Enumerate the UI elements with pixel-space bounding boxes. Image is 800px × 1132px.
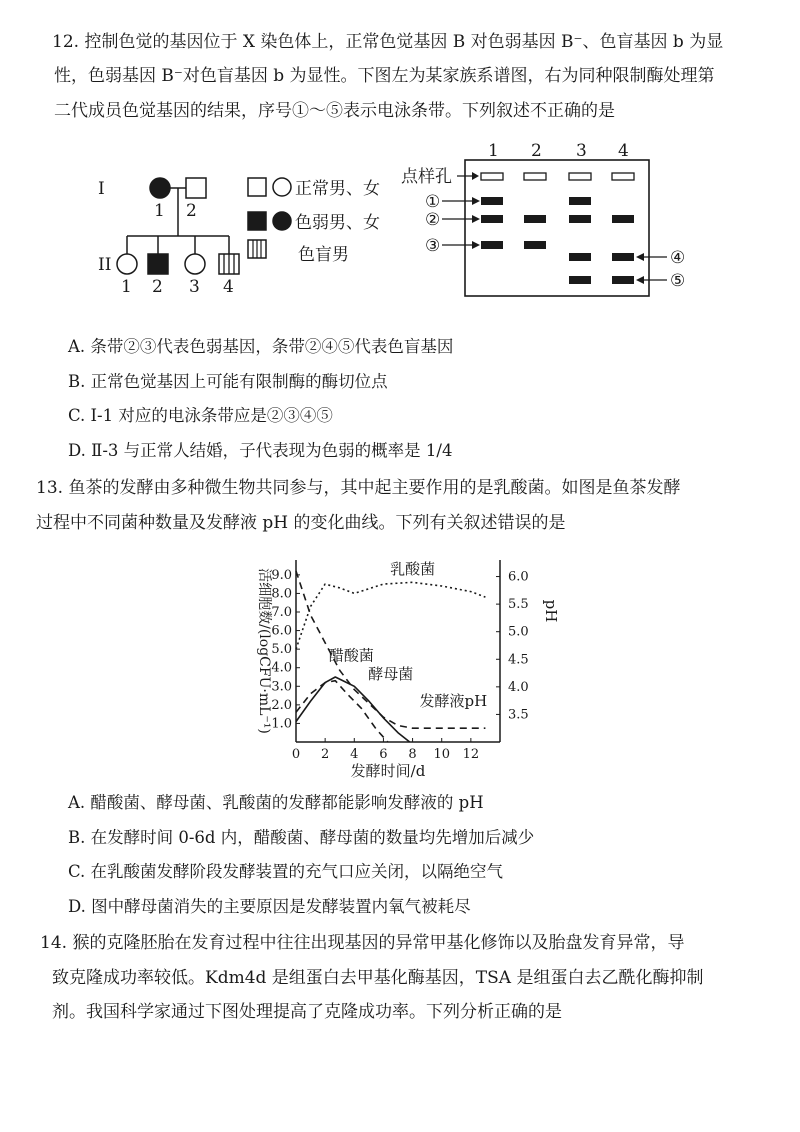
band-lane3-row5 xyxy=(569,276,591,284)
q12-line-1: 12. 控制色觉的基因位于 X 染色体上，正常色觉基因 B 对色弱基因 B⁻、色盲基因 b 为显 xyxy=(52,32,724,52)
svg-text:2: 2 xyxy=(152,277,163,297)
y-tick-label: 3.0 xyxy=(271,679,292,695)
band-lane1-row2 xyxy=(481,215,503,223)
y-right-tick-label: 4.0 xyxy=(508,679,529,695)
band-lane4-row5 xyxy=(612,276,634,284)
q13-option-d[interactable]: D. 图中酵母菌消失的主要原因是发酵装置内氧气被耗尽 xyxy=(68,897,471,916)
band-label-5: ⑤ xyxy=(670,271,686,291)
y-right-tick-label: 5.5 xyxy=(508,597,529,613)
svg-text:3: 3 xyxy=(189,277,200,297)
series-label: 酵母菌 xyxy=(368,664,414,683)
gel-lane-1: 1 xyxy=(488,141,499,161)
q14-line-2: 致克隆成功率较低。Kdm4d 是组蛋白去甲基化酶基因，TSA 是组蛋白去乙酰化酶抑制 xyxy=(52,968,704,988)
legend-normal-female-icon xyxy=(273,178,291,196)
y-tick-label: 2.0 xyxy=(271,697,292,713)
q12-option-c[interactable]: C. Ⅰ-1 对应的电泳条带应是②③④⑤ xyxy=(68,406,333,425)
x-tick-label: 10 xyxy=(433,747,450,762)
pedigree-I-2-normal-male xyxy=(186,178,206,198)
q14-line-3: 剂。我国科学家通过下图处理提高了克隆成功率。下列分析正确的是 xyxy=(52,1002,562,1022)
legend-colorweak-label: 色弱男、女 xyxy=(295,213,380,233)
x-tick-label: 6 xyxy=(379,747,388,762)
band-lane1-row3 xyxy=(481,241,503,249)
band-lane3-row4 xyxy=(569,253,591,261)
svg-text:1: 1 xyxy=(154,201,165,221)
band-label-3: ③ xyxy=(425,236,441,256)
svg-text:1: 1 xyxy=(121,277,132,297)
fermentation-chart xyxy=(248,552,558,782)
y-tick-label: 5.0 xyxy=(271,642,292,658)
band-lane1-row1 xyxy=(481,197,503,205)
q12-option-a[interactable]: A. 条带②③代表色弱基因，条带②④⑤代表色盲基因 xyxy=(68,337,454,356)
svg-text:2: 2 xyxy=(186,201,197,221)
pedigree-II-2-colorweak-male xyxy=(148,254,168,274)
q13-option-a[interactable]: A. 醋酸菌、酵母菌、乳酸菌的发酵都能影响发酵液的 pH xyxy=(68,793,484,812)
generation-1-label: I xyxy=(98,179,105,199)
x-tick-label: 8 xyxy=(408,747,417,762)
legend-normal-male-icon xyxy=(248,178,266,196)
y-right-tick-label: 6.0 xyxy=(508,569,529,585)
y-tick-label: 6.0 xyxy=(271,623,292,639)
band-label-4: ④ xyxy=(670,248,686,268)
series-line-0 xyxy=(296,582,485,649)
q13-line-1: 13. 鱼茶的发酵由多种微生物共同参与，其中起主要作用的是乳酸菌。如图是鱼茶发酵 xyxy=(36,478,681,498)
y-tick-label: 9.0 xyxy=(271,567,292,583)
q13-line-2: 过程中不同菌种数量及发酵液 pH 的变化曲线。下列有关叙述错误的是 xyxy=(36,513,566,533)
pedigree-II-3-normal-female xyxy=(185,254,205,274)
y-right-tick-label: 5.0 xyxy=(508,624,529,640)
q12-line-2: 性，色弱基因 B⁻对色盲基因 b 为显性。下图左为某家族系谱图，右为同种限制酶处理第 xyxy=(54,66,715,86)
band-lane3-row1 xyxy=(569,197,591,205)
y-tick-label: 4.0 xyxy=(271,660,292,676)
legend-colorweak-male-icon xyxy=(248,212,266,230)
q12-option-d[interactable]: D. Ⅱ-3 与正常人结婚，子代表现为色弱的概率是 1/4 xyxy=(68,441,453,460)
legend-normal-label: 正常男、女 xyxy=(295,179,380,199)
x-tick-label: 2 xyxy=(321,747,330,762)
series-label: 乳酸菌 xyxy=(390,559,436,578)
x-tick-label: 12 xyxy=(462,747,480,762)
q12-line-3: 二代成员色觉基因的结果，序号①～⑤表示电泳条带。下列叙述不正确的是 xyxy=(54,101,615,121)
gel-lane-3: 3 xyxy=(576,141,587,161)
band-lane4-row4 xyxy=(612,253,634,261)
band-lane2-row3 xyxy=(524,241,546,249)
pedigree-II-1-normal-female xyxy=(117,254,137,274)
legend-colorblind-label: 色盲男 xyxy=(298,245,349,265)
y-tick-label: 1.0 xyxy=(271,716,292,732)
gel-electrophoresis xyxy=(395,138,695,302)
y-tick-label: 7.0 xyxy=(271,605,292,620)
series-label: 醋酸菌 xyxy=(328,646,374,665)
q14-line-1: 14. 猴的克隆胚胎在发育过程中往往出现基因的异常甲基化修饰以及胎盘发育异常，导 xyxy=(40,933,685,953)
x-tick-label: 4 xyxy=(350,747,359,762)
band-lane2-row2 xyxy=(524,215,546,223)
y-right-axis-label: pH xyxy=(542,599,560,623)
pedigree-I-1-colorweak-female xyxy=(150,178,170,198)
svg-text:4: 4 xyxy=(223,277,234,297)
band-label-2: ② xyxy=(425,210,441,230)
series-line-1 xyxy=(296,677,410,742)
well-label: 点样孔 xyxy=(401,167,452,187)
band-lane3-row2 xyxy=(569,215,591,223)
y-right-tick-label: 3.5 xyxy=(508,707,529,723)
legend-colorweak-female-icon xyxy=(273,212,291,230)
x-axis-label: 发酵时间/d xyxy=(350,762,426,780)
band-lane4-row2 xyxy=(612,215,634,223)
q12-option-b[interactable]: B. 正常色觉基因上可能有限制酶的酶切位点 xyxy=(68,372,388,391)
y-tick-label: 8.0 xyxy=(271,586,292,602)
gel-lane-4: 4 xyxy=(618,141,629,161)
q13-option-b[interactable]: B. 在发酵时间 0-6d 内，醋酸菌、酵母菌的数量均先增加后减少 xyxy=(68,828,535,847)
y-right-tick-label: 4.5 xyxy=(508,652,529,668)
generation-2-label: II xyxy=(98,255,112,275)
band-label-1: ① xyxy=(425,192,441,212)
series-label: 发酵液pH xyxy=(419,692,488,711)
q13-option-c[interactable]: C. 在乳酸菌发酵阶段发酵装置的充气口应关闭，以隔绝空气 xyxy=(68,862,504,881)
series-line-2 xyxy=(296,681,388,742)
gel-lane-2: 2 xyxy=(531,141,542,161)
x-tick-label: 0 xyxy=(291,747,301,762)
y-axis-label: 活细胞数/(logCFU·mL⁻¹) xyxy=(256,568,272,734)
pedigree-diagram xyxy=(90,160,380,300)
